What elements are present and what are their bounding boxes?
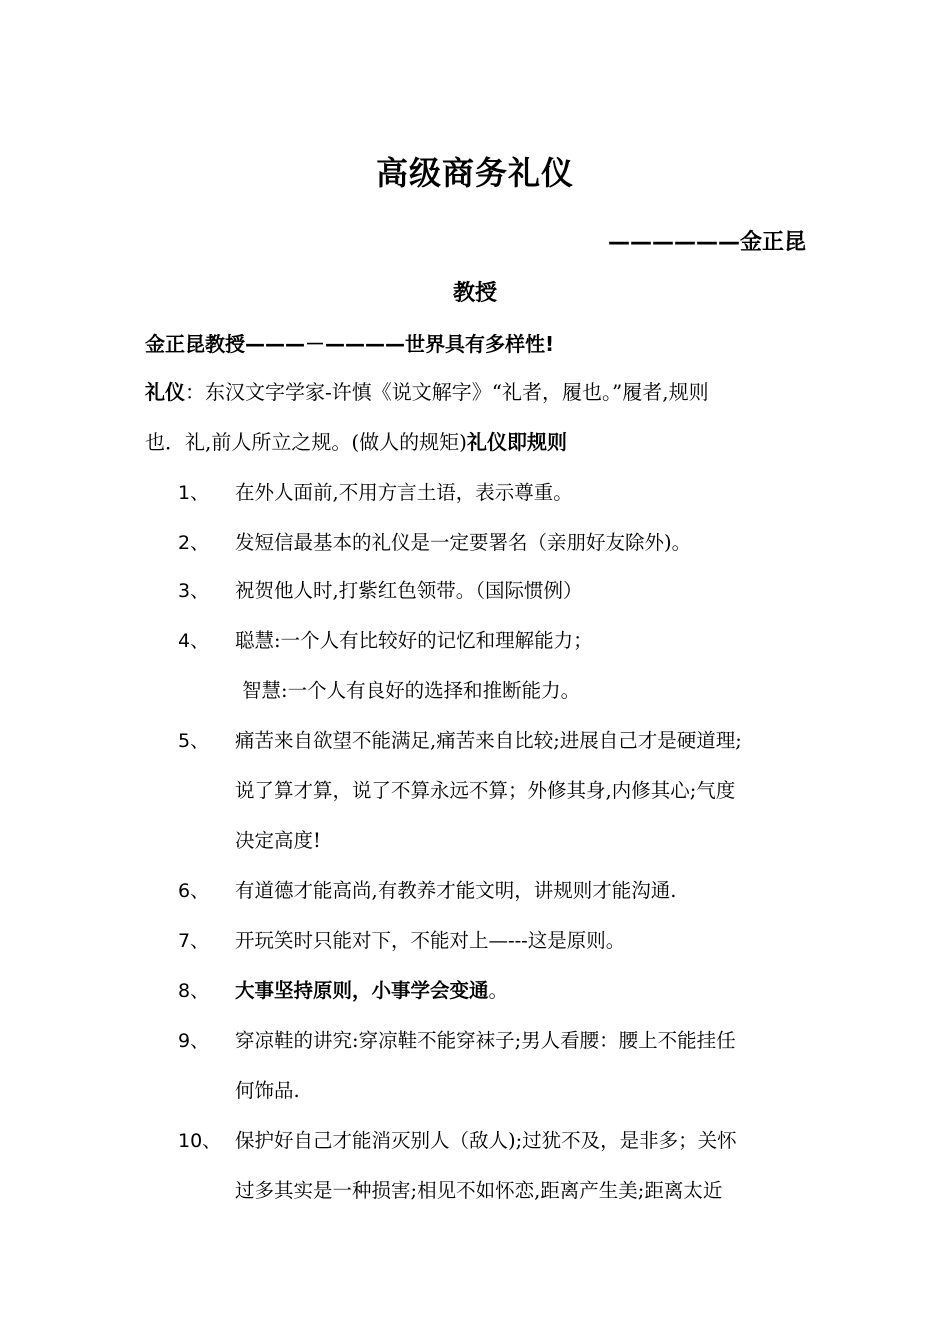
author-title: 教授	[452, 281, 497, 306]
list-item-text	[235, 966, 815, 1016]
list-item-number: 7、	[178, 930, 210, 952]
intro-line2-bold: 礼仪即规则	[466, 430, 567, 454]
list-item-text: 开玩笑时只能对下，不能对上—---这是原则。	[235, 929, 626, 952]
list-item-number: 10、	[178, 1130, 222, 1152]
document-title: 高级商务礼仪	[375, 154, 574, 192]
list-item-number: 2、	[178, 532, 210, 554]
list-item-text: 发短信最基本的礼仪是一定要署名（亲朋好友除外)。	[235, 531, 692, 554]
intro-line2-text: 也．礼,前人所立之规。(做人的规矩)	[145, 430, 467, 454]
list-item-rest-text: 。	[488, 979, 509, 1002]
intro-line-1	[145, 367, 815, 417]
list-item-text: 祝贺他人时,打紫红色领带。（国际惯例）	[235, 579, 583, 602]
list-item-text: 穿凉鞋的讲究:穿凉鞋不能穿袜子;男人看腰：腰上不能挂任	[235, 1029, 736, 1052]
list-item-text: 说了算才算，说了不算永远不算；外修其身,内修其心;气度	[235, 779, 736, 802]
list-item-text: 保护好自己才能消灭别人（敌人);过犹不及，是非多；关怀	[235, 1129, 737, 1152]
list-item-text: 痛苦来自欲望不能满足,痛苦来自比较;进展自己才是硬道理;	[235, 729, 742, 752]
list-item-number: 5、	[178, 730, 210, 752]
intro-line-2	[145, 417, 815, 467]
list-item-text: 智慧:一个人有良好的选择和推断能力。	[242, 679, 581, 702]
list-item-text: 在外人面前,不用方言土语，表示尊重。	[235, 481, 573, 504]
list-item-text: 决定高度!	[235, 829, 321, 852]
list-item-number: 4、	[178, 630, 210, 652]
section-subhead: 金正昆教授———－————世界具有多样性!	[145, 332, 555, 356]
list-item-number: 6、	[178, 880, 210, 902]
list-item-text: 聪慧:一个人有比较好的记忆和理解能力；	[235, 629, 593, 652]
list-item-number: 3、	[178, 580, 210, 602]
list-item-text: 过多其实是一种损害;相见不如怀恋,距离产生美;距离太近	[235, 1179, 723, 1202]
intro-paragraph	[145, 367, 815, 467]
list-item-text: 何饰品.	[235, 1079, 300, 1102]
intro-line1-text: ：东汉文字学家-许慎《说文解字》“礼者，履也。”履者,规则	[185, 380, 709, 404]
list-item-text: 有道德才能高尚,有教养才能文明，讲规则才能沟通.	[235, 879, 677, 902]
list-item-number: 9、	[178, 1030, 210, 1052]
list-item-number: 1、	[178, 482, 210, 504]
author-line: ——————金正昆	[607, 230, 806, 255]
list-item-number: 8、	[178, 980, 210, 1002]
list-item-bold-text: 大事坚持原则，小事学会变通	[235, 979, 489, 1002]
intro-label: 礼仪	[145, 380, 185, 404]
